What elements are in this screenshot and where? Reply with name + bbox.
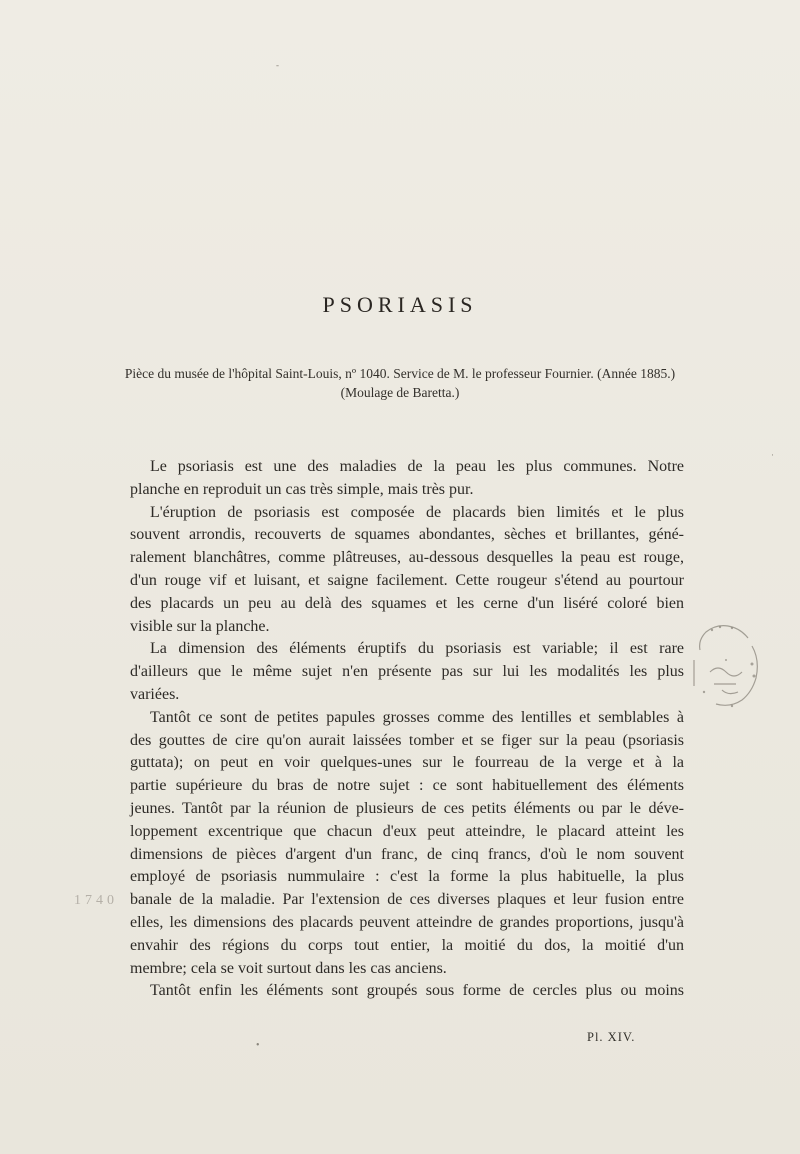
- ink-dot-mark: •: [256, 1040, 260, 1051]
- margin-number: 1740: [74, 893, 118, 908]
- text-line: elles, les dimensions des placards peuvent atteindre de grandes proportions, jusqu'à: [130, 913, 684, 931]
- text-line: variées.: [130, 685, 180, 703]
- text-line: Tantôt enfin les éléments sont groupés sous forme de cercles plus ou moins: [150, 982, 684, 1000]
- subtitle-moulage: (Moulage de Baretta.): [340, 385, 460, 400]
- text-line: partie supérieure du bras de notre sujet : ce sont habituellement des éléments: [130, 777, 684, 795]
- plate-label: Pl. XIV.: [587, 1030, 636, 1044]
- text-line: membre; cela se voit surtout dans les cas anciens.: [130, 959, 447, 977]
- text-line: d'un rouge vif et luisant, et saigne facilement. Cette rougeur s'étend au pourtour: [130, 571, 684, 589]
- text-line: d'ailleurs que le même sujet n'en présente pas sur lui les modalités les plus: [130, 663, 684, 681]
- document-title: PSORIASIS: [322, 292, 478, 317]
- text-line: La dimension des éléments éruptifs du psoriasis est variable; il est rare: [150, 640, 684, 658]
- text-line: envahir des régions du corps tout entier, la moitié du dos, la moitié d'un: [130, 936, 684, 954]
- text-line: souvent arrondis, recouverts de squames abondantes, sèches et brillantes, géné-: [130, 526, 684, 544]
- text-line: planche en reproduit un cas très simple, mais très pur.: [130, 480, 474, 498]
- ink-dot-mark: ·: [771, 450, 774, 460]
- text-line: des gouttes de cire qu'on aurait laissées tomber et se figer sur la peau (psoriasis: [130, 731, 684, 749]
- text-line: loppement excentrique que chacun d'eux peut atteindre, le placard atteint les: [130, 822, 684, 840]
- body-text: [130, 456, 684, 1003]
- text-line: dimensions de pièces d'argent d'un franc, de cinq francs, d'où le nom souvent: [130, 845, 684, 863]
- text-line: visible sur la planche.: [130, 617, 270, 635]
- text-line: jeunes. Tantôt par la réunion de plusieurs de ces petits éléments ou par le déve-: [130, 799, 684, 817]
- text-line: Le psoriasis est une des maladies de la peau les plus communes. Notre: [150, 458, 684, 475]
- subtitle-source: Pièce du musée de l'hôpital Saint-Louis, nº 1040. Service de M. le professeur Fournier. (Année 1885.): [124, 366, 676, 381]
- text-line: employé de psoriasis nummulaire : c'est la forme la plus habituelle, la plus: [130, 868, 684, 886]
- text-line: guttata); on peut en voir quelques-unes sur le fourreau de la verge et à la: [130, 754, 684, 772]
- text-line: ralement blanchâtres, comme plâtreuses, au-dessous desquelles la peau est rouge,: [130, 549, 684, 567]
- text-line: banale de la maladie. Par l'extension de ces diverses plaques et leur fusion entre: [130, 891, 684, 909]
- text-line: Tantôt ce sont de petites papules grosses comme des lentilles et semblables à: [150, 708, 684, 726]
- ink-dot-mark: -: [276, 60, 279, 70]
- library-stamp-icon: [692, 620, 762, 712]
- text-line: des placards un peu au delà des squames et les cerne d'un liséré coloré bien: [130, 594, 684, 612]
- text-line: L'éruption de psoriasis est composée de placards bien limités et le plus: [150, 503, 684, 521]
